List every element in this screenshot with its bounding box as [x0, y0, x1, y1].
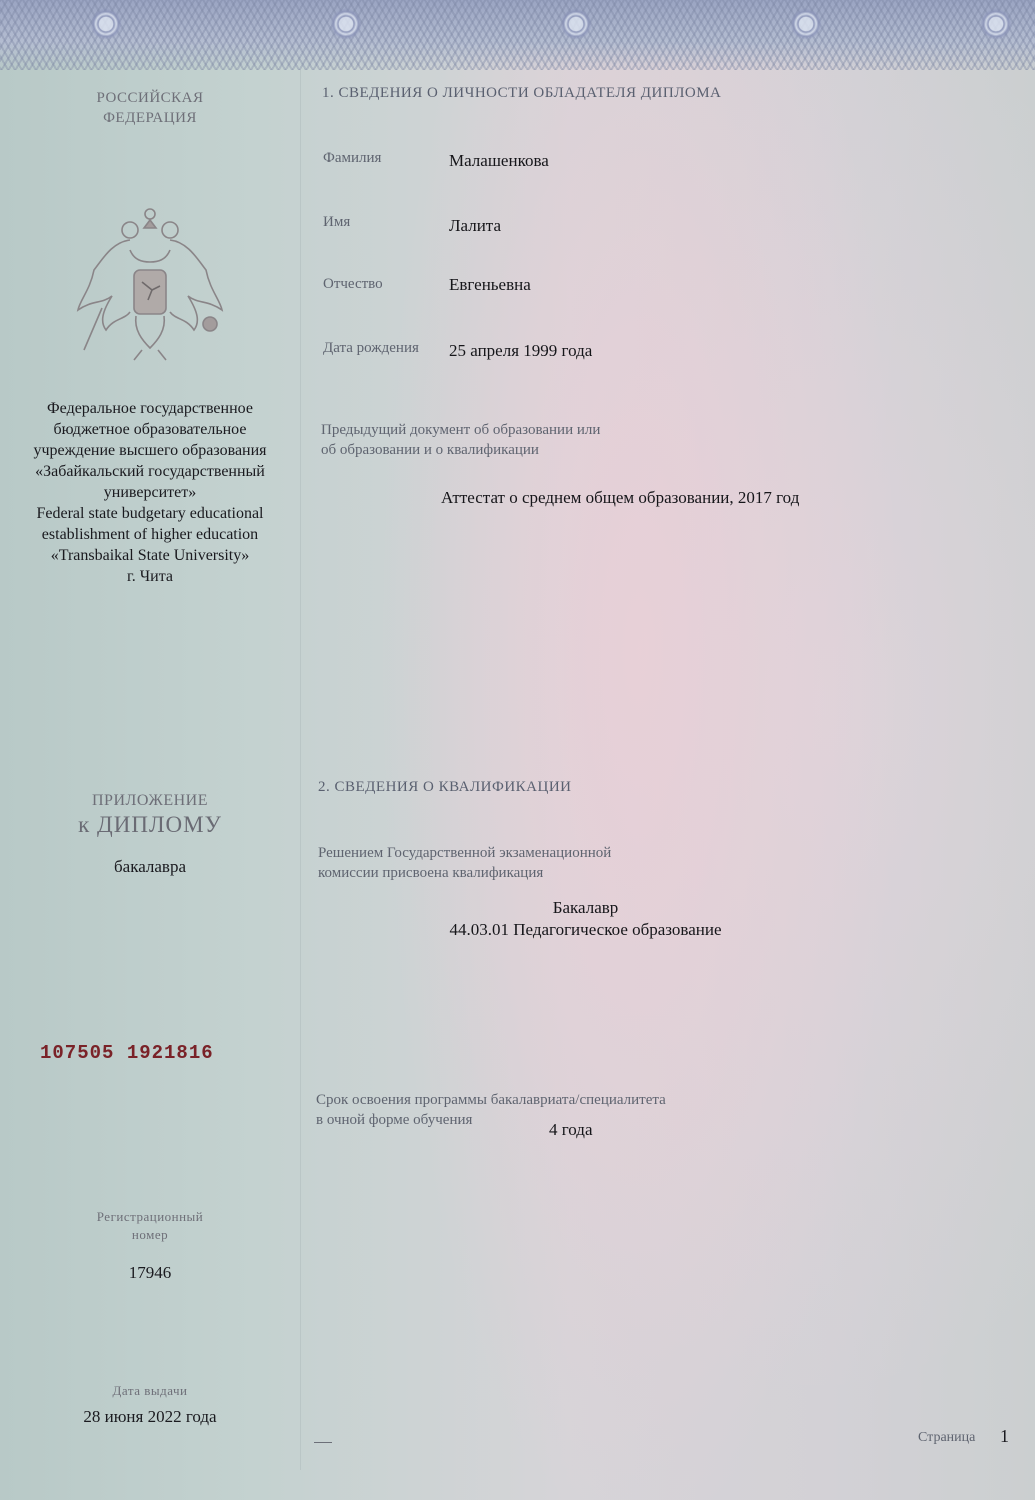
institution-line: «Transbaikal State University»	[50, 547, 250, 564]
previous-document-value: Аттестат о среднем общем образовании, 2017 год	[441, 488, 800, 507]
rosette-ornament	[330, 8, 362, 40]
issue-date: 28 июня 2022 года	[83, 1407, 217, 1426]
patronymic-value: Евгеньевна	[449, 275, 531, 294]
institution-line: бюджетное образовательное	[53, 421, 247, 438]
birthdate-value: 25 апреля 1999 года	[449, 341, 593, 360]
program-value: 44.03.01 Педагогическое образование	[449, 920, 722, 939]
qualification-decision-line-1: Решением Государственной экзаменационной	[318, 845, 612, 861]
page-label: Страница	[918, 1430, 976, 1445]
name-value: Лалита	[449, 216, 501, 235]
section-2-heading: 2. СВЕДЕНИЯ О КВАЛИФИКАЦИИ	[318, 779, 572, 795]
duration-value: 4 года	[549, 1120, 593, 1139]
registration-number: 17946	[128, 1263, 172, 1282]
rosette-ornament	[790, 8, 822, 40]
column-divider	[300, 70, 301, 1470]
institution-line: establishment of higher education	[41, 526, 259, 543]
annex-title-line-2: к ДИПЛОМУ	[78, 812, 222, 837]
patronymic-label: Отчество	[323, 276, 383, 292]
annex-title-line-1: ПРИЛОЖЕНИЕ	[91, 792, 208, 809]
institution-line: учреждение высшего образования	[33, 442, 267, 459]
rosette-ornament	[980, 8, 1012, 40]
birthdate-label: Дата рождения	[323, 340, 419, 356]
institution-line: Federal state budgetary educational	[36, 505, 264, 522]
country-line-2: ФЕДЕРАЦИЯ	[103, 110, 197, 126]
previous-document-label-line-2: об образовании и о квалификации	[321, 442, 539, 458]
institution-line: университет»	[103, 484, 197, 501]
registration-label-line-1: Регистрационный	[96, 1209, 204, 1224]
coat-of-arms-emblem	[72, 200, 228, 370]
guilloche-border	[0, 0, 1035, 70]
registration-label-line-2: номер	[131, 1227, 169, 1242]
issue-date-label: Дата выдачи	[112, 1383, 188, 1398]
name-label: Имя	[323, 214, 351, 230]
country-line-1: РОССИЙСКАЯ	[96, 90, 204, 106]
rosette-ornament	[560, 8, 592, 40]
page-number: 1	[1000, 1426, 1009, 1446]
previous-document-label-line-1: Предыдущий документ об образовании или	[321, 422, 601, 438]
qualification-value: Бакалавр	[552, 898, 619, 917]
surname-value: Малашенкова	[449, 151, 549, 170]
institution-line: Федеральное государственное	[47, 400, 253, 417]
degree-level: бакалавра	[114, 857, 186, 876]
section-1-heading: 1. СВЕДЕНИЯ О ЛИЧНОСТИ ОБЛАДАТЕЛЯ ДИПЛОМА	[322, 85, 722, 101]
institution-line: г. Чита	[126, 568, 173, 585]
duration-label-line-2: в очной форме обучения	[316, 1112, 473, 1128]
duration-label-line-1: Срок освоения программы бакалавриата/специалитета	[316, 1092, 666, 1108]
institution-line: «Забайкальский государственный	[35, 463, 265, 480]
surname-label: Фамилия	[323, 150, 382, 166]
qualification-decision-line-2: комиссии присвоена квалификация	[318, 865, 544, 881]
serial-number: 107505 1921816	[40, 1042, 214, 1064]
footer-dash	[314, 1442, 332, 1443]
rosette-ornament	[90, 8, 122, 40]
